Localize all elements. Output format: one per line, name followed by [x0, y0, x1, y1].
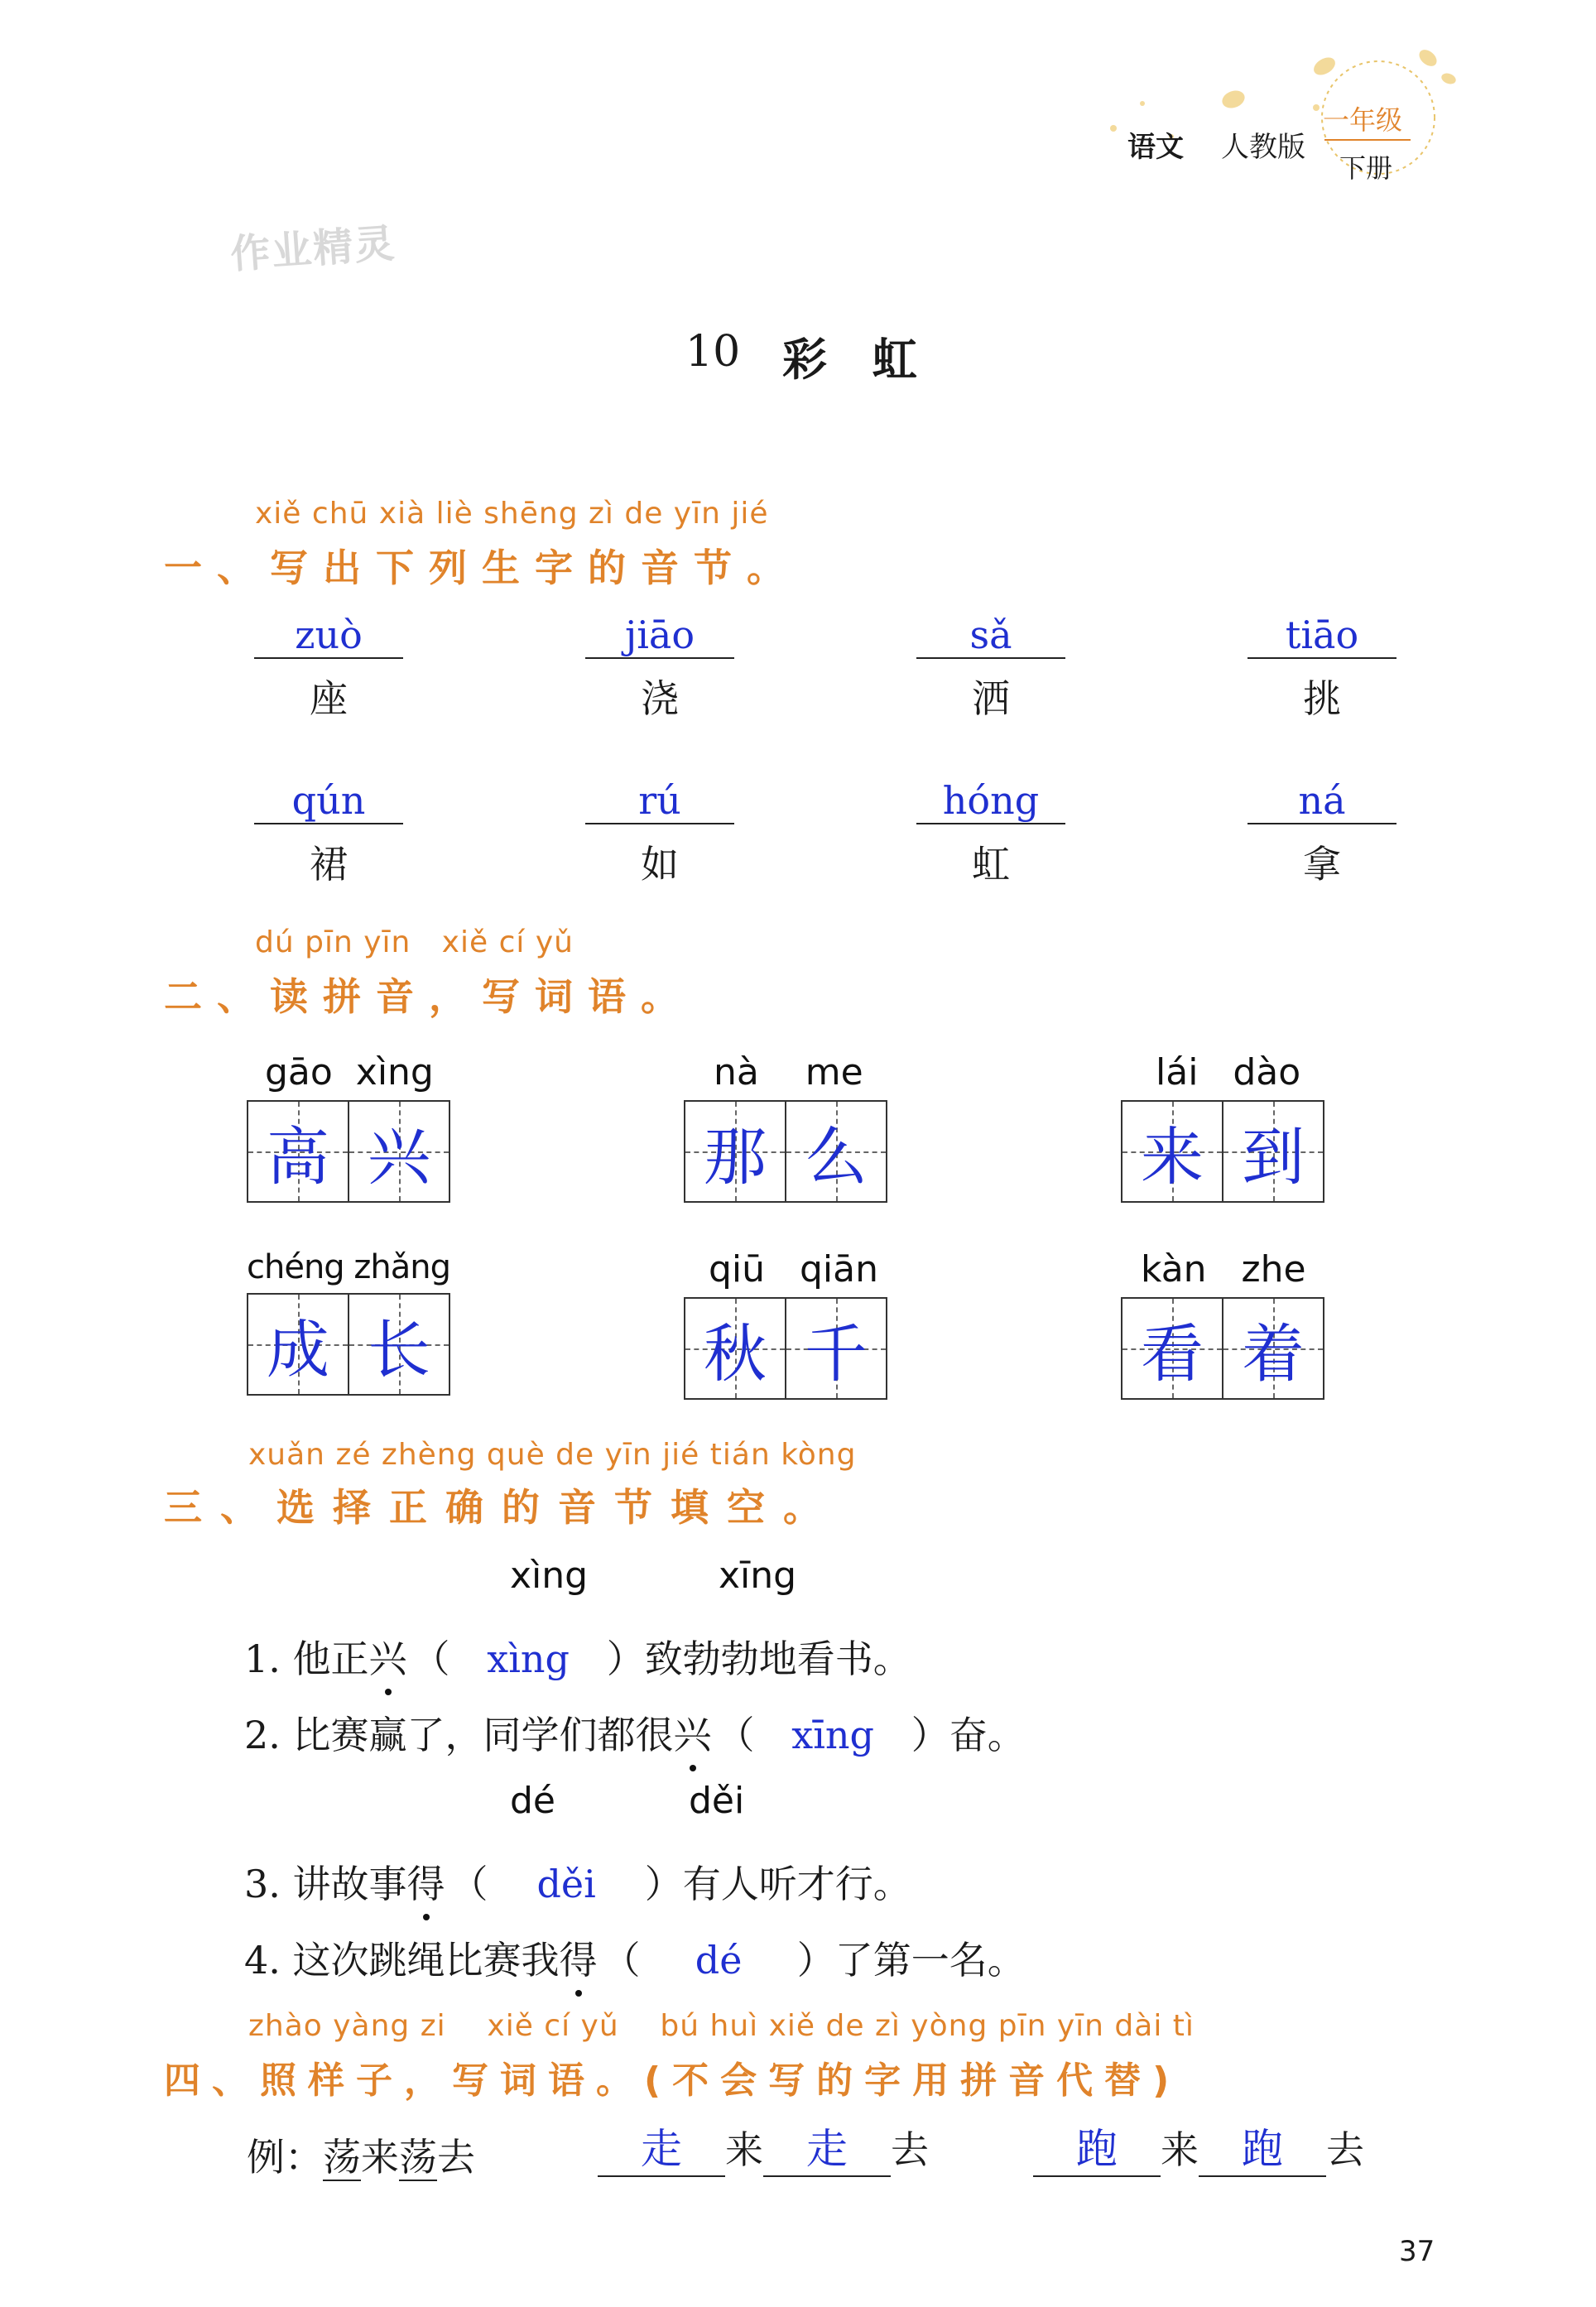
word-box: [1121, 1248, 1324, 1400]
grid-cell[interactable]: 着: [1223, 1299, 1323, 1398]
word-pinyin: qiū qiān: [709, 1248, 879, 1290]
grid-cell[interactable]: 成: [248, 1295, 349, 1394]
question-4: 4. 这次跳绳比赛我得 （ dé ）了第一名。: [244, 1930, 1026, 1985]
answer-pinyin[interactable]: xīng: [791, 1713, 874, 1757]
lesson-number: 10: [685, 327, 741, 377]
volume-label: 下册: [1339, 152, 1393, 184]
pinyin-answer[interactable]: sǎ: [916, 613, 1065, 659]
section3-pinyin: xuǎn zé zhèng què de yīn jié tián kòng: [248, 1438, 857, 1472]
subject-label: 语文: [1127, 131, 1184, 164]
section1-item: [585, 778, 734, 889]
section1-item: [916, 613, 1065, 723]
grid-cell[interactable]: 长: [349, 1295, 449, 1394]
word-box: [247, 1051, 450, 1203]
edition-label: 人教版: [1221, 131, 1305, 164]
answer-pinyin[interactable]: děi: [536, 1862, 596, 1906]
section1-item: [1247, 778, 1396, 889]
writing-grid: [1121, 1297, 1324, 1400]
section4-heading: 四、照样子，写词语。(不会写的字用拼音代替): [164, 2059, 1181, 2102]
lesson-title: 彩 虹: [782, 333, 932, 386]
answer-pinyin[interactable]: dé: [695, 1938, 743, 1983]
grid-cell[interactable]: 到: [1223, 1102, 1323, 1201]
answer-blank[interactable]: 跑: [1033, 2116, 1161, 2177]
writing-grid: [247, 1100, 450, 1203]
page-number: 37: [1399, 2235, 1435, 2268]
grid-cell[interactable]: 来: [1122, 1102, 1223, 1201]
section2-pinyin: dú pīn yīn xiě cí yǔ: [255, 925, 574, 959]
pinyin-answer[interactable]: jiāo: [585, 613, 734, 659]
pinyin-answer[interactable]: qún: [254, 778, 403, 824]
character: 拿: [1303, 842, 1341, 887]
option-pinyin: xìng: [510, 1555, 589, 1597]
watermark: 作业精灵: [228, 220, 398, 278]
word-pinyin: gāo xìng: [265, 1051, 434, 1093]
word-box: [684, 1248, 887, 1400]
writing-grid: [1121, 1100, 1324, 1203]
grid-cell[interactable]: 么: [786, 1102, 886, 1201]
answer-row-2: 跑 来 跑 去: [1033, 2116, 1364, 2177]
writing-grid: [247, 1293, 450, 1396]
pinyin-answer[interactable]: rú: [585, 778, 734, 824]
word-pinyin: lái dào: [1156, 1051, 1301, 1093]
section1-item: [916, 778, 1065, 889]
section1-pinyin: xiě chū xià liè shēng zì de yīn jié: [255, 497, 769, 531]
writing-grid: [684, 1100, 887, 1203]
character: 浇: [641, 676, 679, 721]
option-pinyin: xīng: [719, 1555, 797, 1597]
option-pinyin: dé: [510, 1780, 555, 1822]
section1-item: [585, 613, 734, 723]
writing-grid: [684, 1297, 887, 1400]
pinyin-answer[interactable]: zuò: [254, 613, 403, 659]
word-pinyin: chéng zhǎng: [247, 1248, 451, 1286]
section1-item: [254, 778, 403, 889]
grid-cell[interactable]: 秋: [685, 1299, 786, 1398]
character: 裙: [310, 842, 348, 887]
answer-blank[interactable]: 走: [763, 2116, 891, 2177]
pinyin-answer[interactable]: ná: [1247, 778, 1396, 824]
grid-cell[interactable]: 千: [786, 1299, 886, 1398]
word-pinyin: nà me: [714, 1051, 863, 1093]
pinyin-answer[interactable]: tiāo: [1247, 613, 1396, 659]
question-2: 2. 比赛赢了，同学们都很兴 （ xīng ）奋。: [244, 1705, 1026, 1760]
character: 如: [641, 842, 679, 887]
word-box: [1121, 1051, 1324, 1203]
section4-pinyin: zhào yàng zi xiě cí yǔ bú huì xiě de zì yòng pīn yīn dài tì: [248, 2009, 1195, 2043]
character: 挑: [1303, 676, 1341, 721]
question-1: 1. 他正兴 （ xìng ）致勃勃地看书。: [244, 1629, 911, 1684]
character: 洒: [972, 676, 1010, 721]
word-pinyin: kàn zhe: [1141, 1248, 1306, 1290]
example: 例：荡来荡去: [247, 2135, 475, 2180]
section2-heading: 二、读拼音，写词语。: [164, 974, 694, 1019]
section1-item: [1247, 613, 1396, 723]
answer-blank[interactable]: 跑: [1199, 2116, 1326, 2177]
word-box: [684, 1051, 887, 1203]
grid-cell[interactable]: 看: [1122, 1299, 1223, 1398]
grid-cell[interactable]: 那: [685, 1102, 786, 1201]
section1-item: [254, 613, 403, 723]
section1-heading: 一、写出下列生字的音节。: [164, 546, 800, 590]
option-pinyin: děi: [689, 1780, 745, 1822]
grade-divider: [1324, 139, 1411, 141]
answer-blank[interactable]: 走: [598, 2116, 725, 2177]
word-box: [247, 1248, 450, 1396]
grid-cell[interactable]: 高: [248, 1102, 349, 1201]
question-3: 3. 讲故事得 （ děi ）有人听才行。: [244, 1854, 911, 1909]
character: 座: [310, 676, 348, 721]
character: 虹: [972, 842, 1010, 887]
pinyin-answer[interactable]: hóng: [916, 778, 1065, 824]
grade-label: 一年级: [1323, 104, 1403, 136]
answer-row-1: 走 来 走 去: [598, 2116, 929, 2177]
grid-cell[interactable]: 兴: [349, 1102, 449, 1201]
section3-heading: 三、选择正确的音节填空。: [164, 1485, 839, 1530]
answer-pinyin[interactable]: xìng: [487, 1637, 570, 1681]
